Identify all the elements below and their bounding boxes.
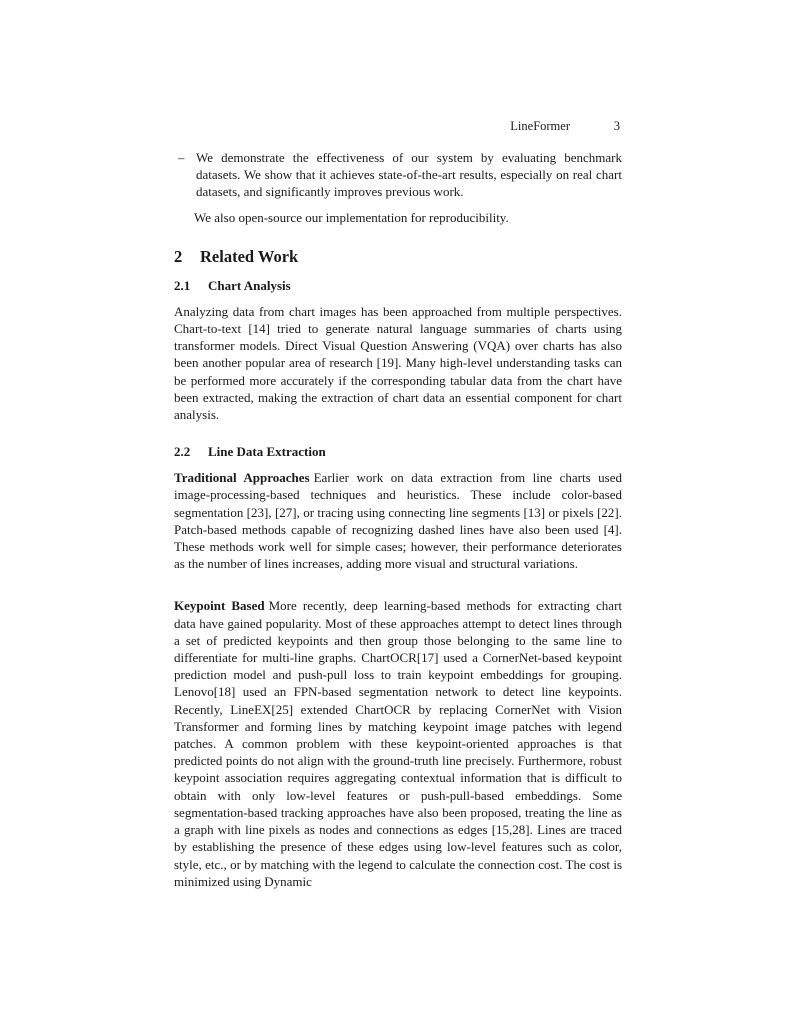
running-head-title: LineFormer [510, 119, 570, 133]
subsection-number: 2.2 [174, 444, 191, 460]
subsection-number: 2.1 [174, 277, 191, 293]
body-text [174, 149, 622, 890]
runin-heading: Traditional Approaches [174, 470, 310, 486]
contribution-bullet [174, 149, 622, 201]
bullet-text: We demonstrate the effectiveness of our system by evaluating benchmark datasets. We show that it achieves state-of-the-art results, especially on real chart datasets, and significantly improves previous work. [196, 150, 622, 200]
page-number: 3 [613, 119, 620, 133]
paragraph-text: Earlier work on data extraction from line charts used image-processing-based techniques and heuristics. These include color-based segmentation [23], [27], or tracing using connecting line segments [13] or pixels [22]. Patch-based methods capable of recognizing dashed lines have also been used [4]. These methods work well for simple cases; however, their performance deteriorates as the number of lines increases, adding more visual and structural variations. [174, 470, 622, 572]
runin-heading: Keypoint Based [174, 598, 265, 614]
keypoint-based-paragraph [174, 597, 622, 889]
section-number: 2 [174, 246, 183, 266]
bullet-dash: – [178, 150, 185, 165]
chart-analysis-paragraph: Analyzing data from chart images has been approached from multiple perspectives. Chart-to-text [14] tried to generate natural language summaries of charts using transformer models. Direct Visual Question Answering (VQA) over charts has also been another popular area of research [19]. Many high-level understanding tasks can be performed more accurately if the corresponding tabular data from the chart have been extracted, making the extraction of chart data an essential component for chart analysis. [174, 303, 622, 423]
running-head [174, 118, 622, 134]
paragraph-text: More recently, deep learning-based methods for extracting chart data have gained popularity. Most of these approaches attempt to detect lines through a set of predicted keypoints and then group those belonging to the same line to differentiate for multi-line graphs. ChartOCR[17] used a CornerNet-based keypoint prediction model and push-pull loss to train keypoint embeddings for grouping. Lenovo[18] used an FPN-based segmentation network to detect line keypoints. Recently, LineEX[25] extended ChartOCR by replacing CornerNet with Vision Transformer and forming lines by matching keypoint image patches with legend patches. A common problem with these keypoint-oriented approaches is that predicted points do not align with the ground-truth line precisely. Furthermore, robust keypoint association requires aggregating contextual information that is difficult to obtain with only low-level features or push-pull-based embeddings. Some segmentation-based tracking approaches have also been proposed, treating the line as a graph with line pixels as nodes and connections as edges [15,28]. Lines are traced by establishing the presence of these edges using low-level features such as color, style, etc., or by matching with the legend to calculate the connection cost. The cost is minimized using Dynamic [174, 598, 623, 889]
section-heading [174, 246, 622, 268]
subsection-title: Line Data Extraction [208, 444, 326, 460]
subsection-title: Chart Analysis [208, 277, 291, 293]
section-title: Related Work [200, 246, 299, 266]
subsection-heading-chart-analysis [174, 277, 622, 294]
subsection-heading-line-data-extraction [174, 443, 622, 460]
traditional-approaches-paragraph [174, 469, 622, 572]
open-source-paragraph: We also open-source our implementation for reproducibility. [194, 209, 509, 225]
